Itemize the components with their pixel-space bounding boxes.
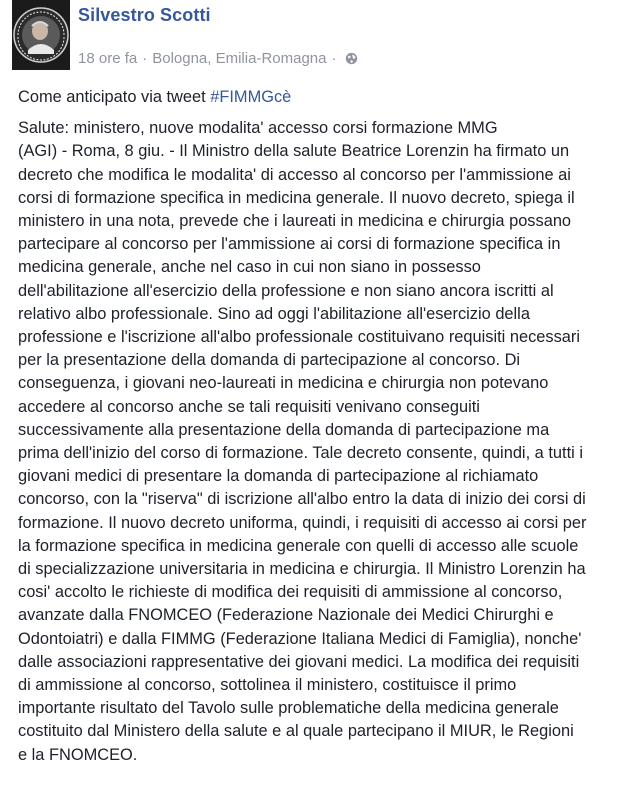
avatar-image (12, 0, 70, 70)
body-line: ministero in una nota, prevede che i laureati in medicina e chirurgia possano (18, 212, 572, 231)
location-link[interactable]: Bologna, Emilia-Romagna (152, 50, 327, 67)
author-name-link[interactable]: Silvestro Scotti (78, 5, 211, 25)
globe-icon[interactable] (345, 52, 358, 65)
post-intro (18, 86, 623, 109)
body-line: concorso, con la "riserva" di iscrizione all'albo entro la data di inizio dei corsi di (18, 490, 586, 509)
intro-text: Come anticipato via tweet (18, 88, 211, 106)
meta-separator: · (142, 50, 148, 67)
body-line: cosi' accolto le richieste di modifica dei requisiti di ammissione al concorso, (18, 583, 563, 602)
avatar[interactable] (12, 0, 70, 70)
body-line: importante risultato del Tavolo sulle problematiche della medicina generale (18, 699, 559, 718)
body-line: prima dell'inizio del corso di formazione. Tale decreto consente, quindi, a tutti i (18, 444, 583, 463)
body-line: la formazione specifica in medicina generale con quelli di accesso alle scuole (18, 536, 579, 555)
body-line: avanzate dalla FNOMCEO (Federazione Nazionale dei Medici Chirurghi e (18, 606, 554, 625)
body-line: Salute: ministero, nuove modalita' accesso corsi formazione MMG (18, 119, 498, 138)
body-line: giovani medici di presentare la domanda di partecipazione al richiamato (18, 467, 539, 486)
body-line: dalle associazioni rappresentative dei giovani medici. La modifica dei requisiti (18, 652, 580, 671)
post-body (18, 117, 623, 767)
timestamp-link[interactable]: 18 ore fa (78, 50, 138, 67)
body-line: per la presentazione della domanda di partecipazione al concorso. Di (18, 351, 521, 370)
body-line: di ammissione al concorso, sottolinea il ministero, costituisce il primo (18, 676, 517, 695)
meta-separator: · (331, 50, 337, 67)
body-line: medicina generale, anche nel caso in cui non siano in possesso (18, 258, 481, 277)
body-line: formazione. Il nuovo decreto uniforma, quindi, i requisiti di accesso ai corsi per (18, 513, 587, 532)
body-line: Odontoiatri) e dalla FIMMG (Federazione Italiana Medici di Famiglia), nonche' (18, 629, 582, 648)
body-line: costituito dal Ministero della salute e al quale partecipano il MIUR, le Regioni (18, 722, 574, 741)
body-line: professione e l'iscrizione all'albo professionale costituivano requisiti necessari (18, 328, 581, 347)
body-line: conseguenza, i giovani neo-laureati in medicina e chirurgia non potevano (18, 374, 549, 393)
body-line: di specializzazione universitaria in medicina e chirurgia. Il Ministro Lorenzin ha (18, 560, 586, 579)
body-line: (AGI) - Roma, 8 giu. - Il Ministro della salute Beatrice Lorenzin ha firmato un (18, 142, 570, 161)
body-line: relativo albo professionale. Sino ad oggi l'abilitazione all'esercizio della (18, 304, 530, 323)
body-line: e la FNOMCEO. (18, 745, 138, 764)
body-line: partecipare al concorso per l'ammissione ai corsi di formazione specifica in (18, 235, 561, 254)
body-line: decreto che modifica le modalita' di accesso al concorso per l'ammissione ai (18, 165, 571, 184)
post-text (18, 86, 623, 767)
body-line: corsi di formazione specifica in medicina generale. Il nuovo decreto, spiega il (18, 188, 575, 207)
body-line: dell'abilitazione all'esercizio della professione e non siano ancora iscritti al (18, 281, 554, 300)
hashtag-link[interactable]: #FIMMGcè (210, 88, 292, 106)
body-line: successivamente alla presentazione della domanda di partecipazione ma (18, 420, 550, 439)
body-line: accedere al concorso anche se tali requisiti venivano conseguiti (18, 397, 480, 416)
post-meta (78, 50, 358, 67)
